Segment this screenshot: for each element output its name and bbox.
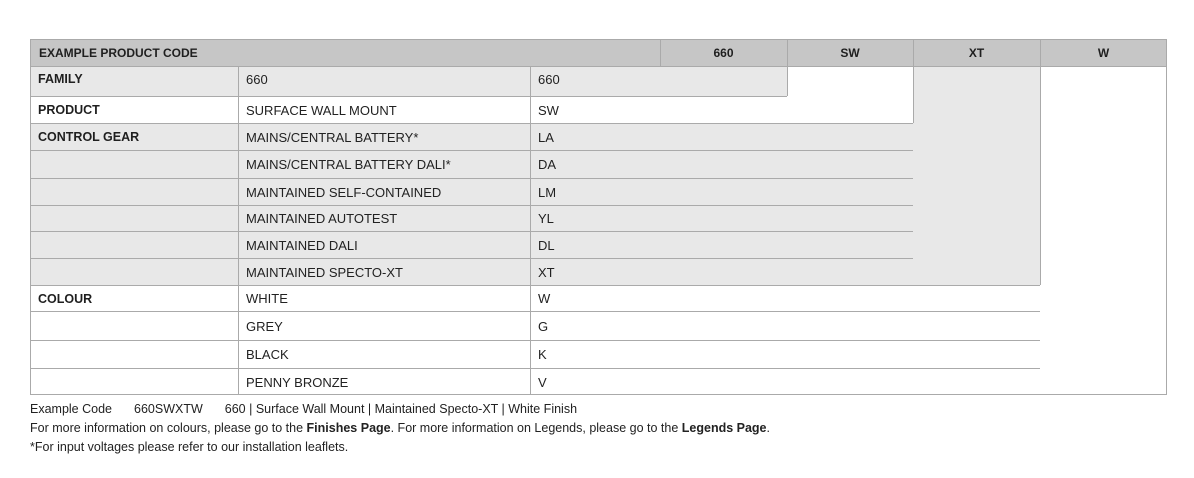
info-text: For more information on colours, please go to the [30,421,307,435]
grid-line [30,368,1040,369]
row-code: W [538,291,551,306]
grid-line [30,66,1167,67]
info-text: . [766,421,770,435]
row-description: MAINTAINED AUTOTEST [246,211,398,226]
example-code-value: 660SWXTW [134,402,203,416]
grid-line [30,96,787,97]
row-code: 660 [538,72,560,87]
grid-line [238,66,239,395]
example-code-description: 660 | Surface Wall Mount | Maintained Specto-XT | White Finish [224,402,578,416]
grid-line [30,39,1167,40]
product-code-table [30,39,1167,395]
row-description: MAINS/CENTRAL BATTERY* [246,129,419,145]
grid-line [787,39,788,96]
xt-column-band [913,66,1040,285]
grid-line [30,205,913,206]
footer-notes [30,400,770,457]
row-description: PENNY BRONZE [246,374,349,390]
grid-line [30,178,913,179]
row-code: DA [538,157,557,172]
row-description: WHITE [246,291,288,306]
header-code-660: 660 [660,39,787,66]
info-text: . For more information on Legends, please go to the [390,421,682,435]
row-code: DL [538,237,555,253]
header-code-xt: XT [913,39,1040,66]
grid-line [30,285,1040,286]
grid-line [30,258,913,259]
grid-line [660,39,661,66]
row-code: XT [538,264,555,280]
table-header-title: EXAMPLE PRODUCT CODE [30,39,660,66]
grid-line [1040,39,1041,285]
row-code: LA [538,129,554,145]
row-label-control-gear: CONTROL GEAR [38,130,140,144]
grid-line [30,340,1040,341]
finishes-page-link[interactable]: Finishes Page [306,421,391,435]
voltage-note: *For input voltages please refer to our installation leaflets. [30,440,349,454]
row-description: SURFACE WALL MOUNT [246,102,397,118]
row-code: G [538,318,549,334]
row-description: 660 [246,72,268,87]
grid-line [30,39,31,395]
row-description: MAINTAINED SPECTO-XT [246,264,403,280]
row-code: LM [538,184,557,200]
more-info-line [30,419,770,438]
row-description: GREY [246,318,283,334]
grid-line [30,231,913,232]
row-code: V [538,374,547,390]
grid-line [530,66,531,395]
row-description: MAINTAINED SELF-CONTAINED [246,184,442,200]
grid-line [1166,39,1167,395]
row-label-product: PRODUCT [38,103,100,117]
grid-line [30,394,1167,395]
row-description: BLACK [246,347,289,362]
example-code-label: Example Code [30,402,112,416]
header-code-sw: SW [787,39,913,66]
row-description: MAINTAINED DALI [246,237,358,253]
row-label-colour: COLOUR [38,291,93,306]
row-code: YL [538,211,554,226]
legends-page-link[interactable]: Legends Page [681,421,767,435]
row-label-family: FAMILY [38,72,83,86]
grid-line [913,39,914,123]
grid-line [30,150,913,151]
example-code-line [30,400,770,419]
header-code-w: W [1040,39,1167,66]
grid-line [30,311,1040,312]
row-description: MAINS/CENTRAL BATTERY DALI* [246,157,451,172]
row-code: K [538,347,547,362]
grid-line [30,123,913,124]
row-code: SW [538,102,559,118]
